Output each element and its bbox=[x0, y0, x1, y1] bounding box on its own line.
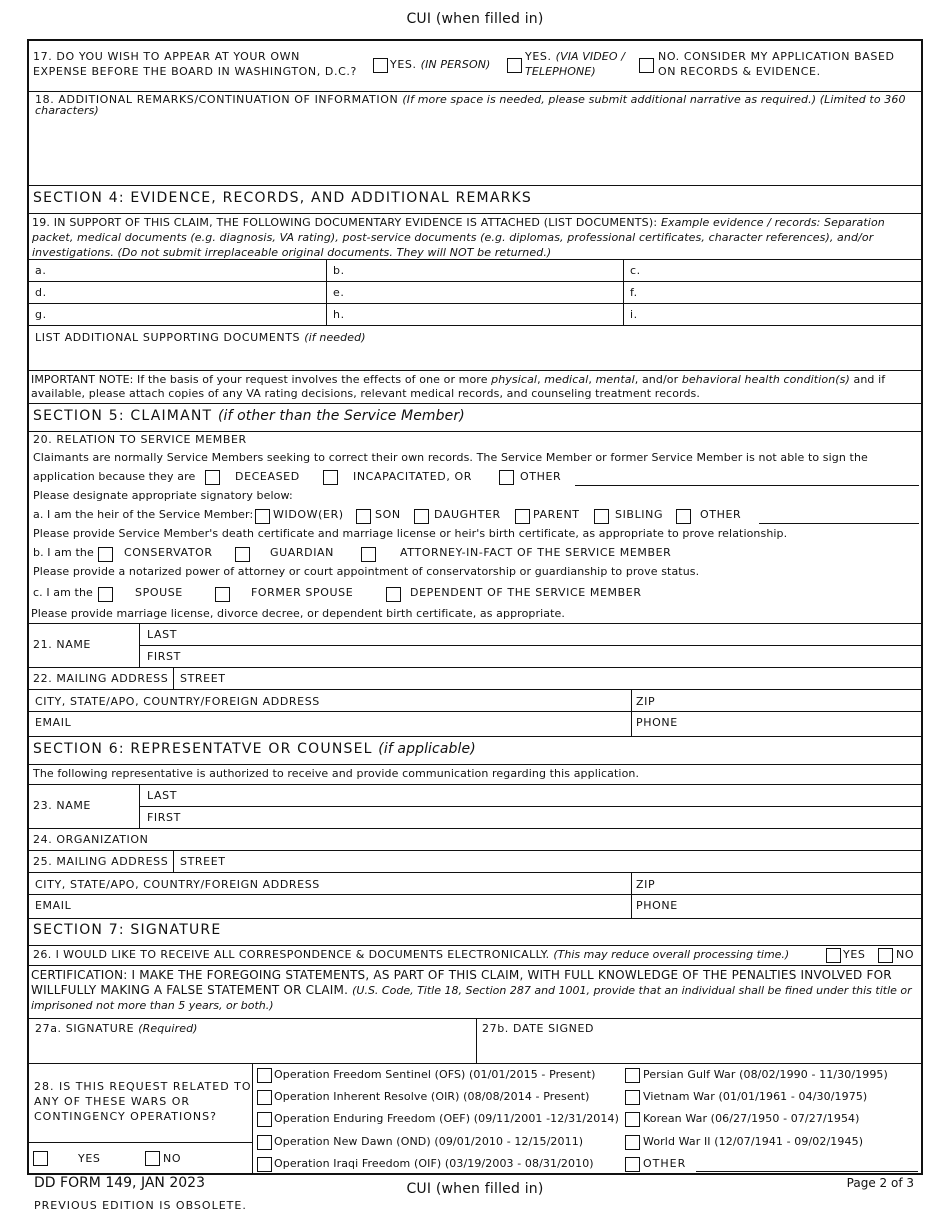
daughter-label: DAUGHTER bbox=[434, 508, 501, 521]
oef-checkbox[interactable] bbox=[257, 1112, 272, 1127]
c-label: c. I am the bbox=[33, 586, 93, 599]
q23-name-block bbox=[29, 785, 921, 829]
deceased-label: DECEASED bbox=[235, 470, 300, 483]
ond-label: Operation New Dawn (OND) (09/01/2010 - 12/15/2011) bbox=[274, 1135, 584, 1148]
vietnam-label: Vietnam War (01/01/1961 - 04/30/1975) bbox=[643, 1090, 868, 1103]
q28-block bbox=[29, 1064, 921, 1173]
heir-label: a. I am the heir of the Service Member: bbox=[33, 508, 254, 521]
q25-label: 25. MAILING ADDRESS bbox=[33, 855, 169, 868]
q20-intro-line1: Claimants are normally Service Members seeking to correct their own records. The Service Member or former Service Member is not able to sign the bbox=[33, 451, 868, 464]
q22-city-row bbox=[29, 690, 921, 712]
ofs-checkbox[interactable] bbox=[257, 1068, 272, 1083]
status-other-label: OTHER bbox=[520, 470, 562, 483]
q25-city-row bbox=[29, 873, 921, 895]
q17-row bbox=[29, 41, 921, 92]
q17-opt2-line2: TELEPHONE) bbox=[525, 65, 596, 78]
q22-label: 22. MAILING ADDRESS bbox=[33, 672, 169, 685]
q27-row bbox=[29, 1019, 921, 1064]
dependent-label: DEPENDENT OF THE SERVICE MEMBER bbox=[410, 586, 642, 599]
guardian-checkbox[interactable] bbox=[235, 547, 250, 562]
deceased-checkbox[interactable] bbox=[205, 470, 220, 485]
q20-intro-line2: application because they are bbox=[33, 470, 196, 483]
section7-header bbox=[29, 919, 921, 946]
q17-yes-in-person-checkbox[interactable] bbox=[373, 58, 388, 73]
korean-checkbox[interactable] bbox=[625, 1112, 640, 1127]
q19-row bbox=[29, 214, 921, 260]
q26-yes-checkbox[interactable] bbox=[826, 948, 841, 963]
q27a-signature-field[interactable]: 27a. SIGNATURE (Required) bbox=[35, 1022, 198, 1035]
sibling-label: SIBLING bbox=[615, 508, 664, 521]
doc-row-2 bbox=[29, 282, 921, 304]
q26-no-checkbox[interactable] bbox=[878, 948, 893, 963]
q23-last[interactable]: LAST bbox=[147, 789, 178, 802]
q24-organization-row[interactable] bbox=[29, 829, 921, 851]
additional-docs-field[interactable] bbox=[29, 326, 921, 371]
q21-last[interactable]: LAST bbox=[147, 628, 178, 641]
q17-no-checkbox[interactable] bbox=[639, 58, 654, 73]
status-other-line[interactable] bbox=[575, 485, 919, 486]
q28-label-line1: 28. IS THIS REQUEST RELATED TO bbox=[34, 1080, 252, 1093]
q22-email[interactable]: EMAIL bbox=[35, 716, 72, 729]
heir-other-line[interactable] bbox=[759, 523, 919, 524]
ops-other-checkbox[interactable] bbox=[625, 1157, 640, 1172]
q25-phone[interactable]: PHONE bbox=[636, 899, 678, 912]
important-note bbox=[29, 371, 921, 404]
ops-other-label: OTHER bbox=[643, 1157, 687, 1170]
section6-intro: The following representative is authorized to receive and provide communication regarding this application. bbox=[33, 767, 640, 780]
cui-footer: CUI (when filled in) bbox=[406, 1181, 544, 1197]
q23-first[interactable]: FIRST bbox=[147, 811, 181, 824]
doc-d[interactable]: d. bbox=[35, 286, 47, 299]
persian-gulf-checkbox[interactable] bbox=[625, 1068, 640, 1083]
heir-other-label: OTHER bbox=[700, 508, 742, 521]
parent-checkbox[interactable] bbox=[515, 509, 530, 524]
section4-title: SECTION 4: EVIDENCE, RECORDS, AND ADDITIONAL REMARKS bbox=[33, 190, 533, 206]
q28-label-line2: ANY OF THESE WARS OR bbox=[34, 1095, 191, 1108]
additional-docs-label: LIST ADDITIONAL SUPPORTING DOCUMENTS (if needed) bbox=[35, 331, 366, 344]
ww2-label: World War II (12/07/1941 - 09/02/1945) bbox=[643, 1135, 864, 1148]
q26-no-label: NO bbox=[896, 948, 915, 961]
q28-yes-checkbox[interactable] bbox=[33, 1151, 48, 1166]
section4-header bbox=[29, 186, 921, 214]
vietnam-checkbox[interactable] bbox=[625, 1090, 640, 1105]
c-note: Please provide marriage license, divorce decree, or dependent birth certificate, as appropriate. bbox=[31, 607, 565, 620]
q25-email[interactable]: EMAIL bbox=[35, 899, 72, 912]
heir-other-checkbox[interactable] bbox=[676, 509, 691, 524]
q28-no-checkbox[interactable] bbox=[145, 1151, 160, 1166]
widower-checkbox[interactable] bbox=[255, 509, 270, 524]
q23-label: 23. NAME bbox=[33, 799, 91, 812]
conservator-label: CONSERVATOR bbox=[124, 546, 213, 559]
q17-label-line1: 17. DO YOU WISH TO APPEAR AT YOUR OWN bbox=[33, 50, 300, 63]
q24-label: 24. ORGANIZATION bbox=[33, 833, 149, 846]
obsolete-note: PREVIOUS EDITION IS OBSOLETE. bbox=[34, 1199, 247, 1212]
doc-row-3 bbox=[29, 304, 921, 326]
q25-city[interactable]: CITY, STATE/APO, COUNTRY/FOREIGN ADDRESS bbox=[35, 878, 320, 891]
section7-title: SECTION 7: SIGNATURE bbox=[33, 922, 222, 938]
q18-label: 18. ADDITIONAL REMARKS/CONTINUATION OF INFORMATION (If more space is needed, please submit additional narrative as required.) (Limited to 360 characters) bbox=[35, 93, 906, 117]
parent-label: PARENT bbox=[533, 508, 580, 521]
son-checkbox[interactable] bbox=[356, 509, 371, 524]
section6-header bbox=[29, 737, 921, 765]
korean-label: Korean War (06/27/1950 - 07/27/1954) bbox=[643, 1112, 860, 1125]
oir-checkbox[interactable] bbox=[257, 1090, 272, 1105]
q17-opt3-line2: ON RECORDS & EVIDENCE. bbox=[658, 65, 821, 78]
doc-row-1 bbox=[29, 260, 921, 282]
b-note: Please provide a notarized power of attorney or court appointment of conservatorship or guardianship to prove status. bbox=[33, 565, 700, 578]
q25-zip[interactable]: ZIP bbox=[636, 878, 656, 891]
ops-other-line[interactable] bbox=[696, 1171, 918, 1172]
q25-email-row bbox=[29, 895, 921, 919]
q20-block bbox=[29, 432, 921, 624]
ofs-label: Operation Freedom Sentinel (OFS) (01/01/2015 - Present) bbox=[274, 1068, 596, 1081]
certification bbox=[29, 966, 921, 1019]
section6-intro-row bbox=[29, 765, 921, 785]
q28-no-label: NO bbox=[163, 1152, 182, 1165]
important-note-line1: IMPORTANT NOTE: If the basis of your request involves the effects of one or more physical, medical, mental, and/or behavioral health condition(s) and if bbox=[31, 373, 886, 386]
q21-label: 21. NAME bbox=[33, 638, 91, 651]
oif-checkbox[interactable] bbox=[257, 1157, 272, 1172]
q17-opt3-line1: NO. CONSIDER MY APPLICATION BASED bbox=[658, 50, 895, 63]
doc-a[interactable]: a. bbox=[35, 264, 47, 277]
form-id: DD FORM 149, JAN 2023 bbox=[34, 1175, 205, 1191]
section5-title: SECTION 5: CLAIMANT (if other than the Service Member) bbox=[33, 408, 465, 424]
page-number: Page 2 of 3 bbox=[846, 1176, 914, 1190]
section6-title: SECTION 6: REPRESENTATVE OR COUNSEL (if applicable) bbox=[33, 741, 476, 757]
form-page-2 bbox=[27, 39, 923, 1175]
q17-opt2-line1: YES. (VIA VIDEO / bbox=[525, 50, 626, 63]
q22-phone[interactable]: PHONE bbox=[636, 716, 678, 729]
q21-name-block bbox=[29, 624, 921, 668]
q27b-date-field[interactable]: 27b. DATE SIGNED bbox=[482, 1022, 595, 1035]
q17-label-line2: EXPENSE BEFORE THE BOARD IN WASHINGTON, D.C.? bbox=[33, 65, 357, 78]
guardian-label: GUARDIAN bbox=[270, 546, 335, 559]
q25-street[interactable]: STREET bbox=[180, 855, 226, 868]
doc-i[interactable]: i. bbox=[630, 308, 638, 321]
attorney-checkbox[interactable] bbox=[361, 547, 376, 562]
doc-e[interactable]: e. bbox=[333, 286, 345, 299]
q22-zip[interactable]: ZIP bbox=[636, 695, 656, 708]
former-spouse-checkbox[interactable] bbox=[215, 587, 230, 602]
doc-c[interactable]: c. bbox=[630, 264, 641, 277]
q26-label: 26. I WOULD LIKE TO RECEIVE ALL CORRESPONDENCE & DOCUMENTS ELECTRONICALLY. (This may reduce overall processing time.) bbox=[33, 948, 790, 961]
spouse-checkbox[interactable] bbox=[98, 587, 113, 602]
dependent-checkbox[interactable] bbox=[386, 587, 401, 602]
sibling-checkbox[interactable] bbox=[594, 509, 609, 524]
q20-label: 20. RELATION TO SERVICE MEMBER bbox=[33, 433, 247, 446]
heir-note: Please provide Service Member's death certificate and marriage license or heir's birth certificate, as appropriate to prove relationship. bbox=[33, 527, 788, 540]
oif-label: Operation Iraqi Freedom (OIF) (03/19/2003 - 08/31/2010) bbox=[274, 1157, 594, 1170]
ond-checkbox[interactable] bbox=[257, 1135, 272, 1150]
q19-label: 19. IN SUPPORT OF THIS CLAIM, THE FOLLOWING DOCUMENTARY EVIDENCE IS ATTACHED (LIST DOCUMENTS): Example evidence / records: Separation packet, medical documents (e.g. diagnosis, VA rating), post-service documents (e.g. diplomas, professional certificates, character references), and/or investigations. (Do not submit irreplaceable original documents. They will NOT be returned.) bbox=[32, 216, 885, 259]
section5-header bbox=[29, 404, 921, 432]
daughter-checkbox[interactable] bbox=[414, 509, 429, 524]
q22-street-row bbox=[29, 668, 921, 690]
incapacitated-label: INCAPACITATED, OR bbox=[353, 470, 473, 483]
q28-yes-label: YES bbox=[78, 1152, 101, 1165]
q25-street-row bbox=[29, 851, 921, 873]
q22-email-row bbox=[29, 712, 921, 737]
cui-header: CUI (when filled in) bbox=[406, 11, 544, 27]
doc-g[interactable]: g. bbox=[35, 308, 47, 321]
oef-label: Operation Enduring Freedom (OEF) (09/11/2001 -12/31/2014) bbox=[274, 1112, 619, 1125]
ww2-checkbox[interactable] bbox=[625, 1135, 640, 1150]
q22-street[interactable]: STREET bbox=[180, 672, 226, 685]
doc-h[interactable]: h. bbox=[333, 308, 345, 321]
q26-row bbox=[29, 946, 921, 966]
oir-label: Operation Inherent Resolve (OIR) (08/08/2014 - Present) bbox=[274, 1090, 590, 1103]
q21-first[interactable]: FIRST bbox=[147, 650, 181, 663]
b-label: b. I am the bbox=[33, 546, 94, 559]
spouse-label: SPOUSE bbox=[135, 586, 183, 599]
important-note-line2: available, please attach copies of any VA rating decisions, relevant medical records, and counseling treatment records. bbox=[31, 387, 700, 400]
incapacitated-checkbox[interactable] bbox=[323, 470, 338, 485]
widower-label: WIDOW(ER) bbox=[273, 508, 344, 521]
certification-text: CERTIFICATION: I MAKE THE FOREGOING STATEMENTS, AS PART OF THIS CLAIM, WITH FULL KNOWLEDGE OF THE PENALTIES INVOLVED FOR WILLFULLY MAKING A FALSE STATEMENT OR CLAIM. (U.S. Code, Title 18, Section 287 and 1001, provide that an individual shall be fined under this title or imprisoned not more than 5 years, or both.) bbox=[31, 968, 912, 1012]
status-other-checkbox[interactable] bbox=[499, 470, 514, 485]
q26-yes-label: YES bbox=[843, 948, 866, 961]
q18-remarks-field[interactable] bbox=[29, 92, 921, 186]
persian-gulf-label: Persian Gulf War (08/02/1990 - 11/30/1995) bbox=[643, 1068, 888, 1081]
attorney-label: ATTORNEY-IN-FACT OF THE SERVICE MEMBER bbox=[400, 546, 672, 559]
designate-label: Please designate appropriate signatory below: bbox=[33, 489, 293, 502]
q28-label-line3: CONTINGENCY OPERATIONS? bbox=[34, 1110, 217, 1123]
q17-yes-video-checkbox[interactable] bbox=[507, 58, 522, 73]
q17-opt1: YES. (IN PERSON) bbox=[390, 58, 491, 71]
conservator-checkbox[interactable] bbox=[98, 547, 113, 562]
doc-f[interactable]: f. bbox=[630, 286, 638, 299]
former-spouse-label: FORMER SPOUSE bbox=[251, 586, 354, 599]
doc-b[interactable]: b. bbox=[333, 264, 345, 277]
q22-city[interactable]: CITY, STATE/APO, COUNTRY/FOREIGN ADDRESS bbox=[35, 695, 320, 708]
son-label: SON bbox=[375, 508, 401, 521]
